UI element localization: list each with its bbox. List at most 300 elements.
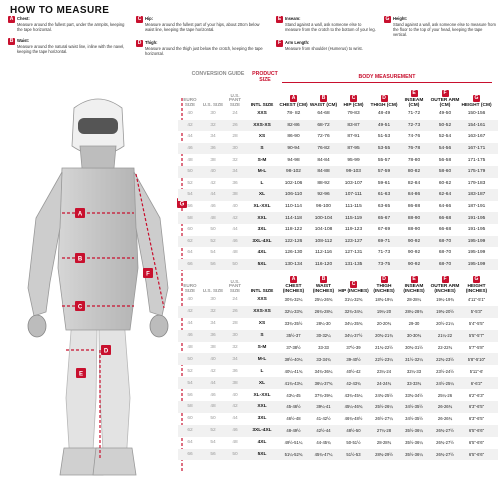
table-cell: 20¾-21¾ <box>375 333 393 339</box>
instruction-name: Arm Length: <box>285 40 310 46</box>
table-cell: 36¼-37¾ <box>314 380 333 386</box>
table-cell: 6'5"-6'6" <box>468 440 485 446</box>
table-cell: 44 <box>187 321 193 327</box>
table-cell: 52 <box>210 238 216 244</box>
table-cell: 90-92 <box>407 262 421 268</box>
column-label: INSEAM (CM) <box>404 97 424 108</box>
table-cell: 25¼-26¾ <box>314 297 333 303</box>
table-cell: XXS <box>257 111 267 117</box>
col-intl: INTL SIZE <box>250 288 274 294</box>
table-cell: 28 <box>232 134 238 140</box>
table-cell: 150-156 <box>467 111 486 117</box>
table-cell: 50 <box>187 356 193 362</box>
table-cell: 33-33¾ <box>406 380 422 386</box>
table-cell: L <box>260 180 264 186</box>
table-cell: 33-33 <box>318 345 329 350</box>
table-cell: 68-70 <box>438 262 452 268</box>
column-badge: E <box>412 89 416 96</box>
table-cell: XXS <box>257 297 267 303</box>
table-cell: 50-52 <box>438 122 452 128</box>
table-cell: 46½-48 <box>286 416 301 422</box>
table-cell: 6'2"-6'3" <box>468 392 485 398</box>
col-height-inches <box>461 276 492 294</box>
table-cell: 4XL <box>257 250 267 256</box>
column-badge: C <box>351 94 356 101</box>
table-cell: 78- 82 <box>286 111 301 117</box>
table-cell: 195-199 <box>467 238 486 244</box>
table-cell: 30 <box>210 111 216 117</box>
table-cell: XL <box>258 192 266 198</box>
table-row <box>178 401 498 413</box>
table-cell: 30-32¼ <box>316 333 331 339</box>
table-row <box>178 143 498 155</box>
measurement-instructions <box>6 14 498 70</box>
table-cell: 40 <box>210 356 216 362</box>
table-cell: M-L <box>257 356 267 362</box>
table-cell: 130-134 <box>284 262 303 268</box>
table-cell: 6'3"-6'5" <box>468 416 485 422</box>
table-cell: 5'8"-5'10" <box>467 356 486 362</box>
table-cell: 171-175 <box>467 157 486 163</box>
badge-g: G <box>385 16 390 22</box>
table-cell: 30 <box>232 333 238 339</box>
table-cell: 56 <box>187 204 193 210</box>
table-cell: 58 <box>187 404 193 410</box>
table-cell: 52 <box>210 428 216 434</box>
table-cell: 115-119 <box>345 215 362 221</box>
instruction-hip <box>136 16 266 33</box>
table-cell: 102-106 <box>284 180 303 186</box>
table-cell: 50-51½ <box>346 440 361 446</box>
page-title: HOW TO MEASURE <box>10 5 110 16</box>
table-cell: 66-68 <box>438 215 452 221</box>
column-label: CHEST (INCHES) <box>282 283 305 294</box>
table-cell: 46 <box>187 333 193 339</box>
table-cell: XL-XXL <box>253 392 271 398</box>
table-cell: 94-98 <box>287 157 300 163</box>
table-cell: 6'5"-6'6" <box>468 452 485 458</box>
table-cell: S <box>260 146 264 152</box>
col-euro: EURO SIZE <box>183 283 197 294</box>
table-cell: 44 <box>232 416 238 422</box>
instruction-text: Measure around the fullest part of your hips, about 20cm below waist line, keeping the tape horizontal. <box>145 22 260 32</box>
table-cell: 36 <box>210 146 216 152</box>
column-badge: F <box>443 89 447 96</box>
table-cell: 3XL-4XL <box>252 238 272 244</box>
table-cell: 87-91 <box>347 134 360 140</box>
instruction-name: Thigh: <box>145 40 158 46</box>
table-cell: 107-111 <box>345 192 362 198</box>
table-cell: 31½-32¼ <box>405 356 423 362</box>
table-row <box>178 108 498 120</box>
figure-label-f: F <box>146 271 150 278</box>
table-cell: 56 <box>210 452 216 458</box>
table-cell: 38 <box>210 157 216 163</box>
table-cell: 26½-27¼ <box>375 416 393 422</box>
col-hip-cm <box>338 95 369 108</box>
table-cell: 36 <box>232 368 238 374</box>
table-cell: 32 <box>232 157 238 163</box>
table-cell: 103-107 <box>344 180 363 186</box>
table-cell: 5'5"-5'7" <box>468 333 485 339</box>
table-cell: 98-102 <box>286 169 301 175</box>
table-cell: 63-65 <box>377 204 391 210</box>
table-cell: 28¾-29½ <box>375 452 393 458</box>
table-cell: 5XL <box>257 262 267 268</box>
table-cell: 71-72 <box>407 111 421 117</box>
table-cell: 5'7"-5'8" <box>468 345 485 350</box>
instruction-text: Stand against a wall, ask someone else to measure from the floor to the top of your head, keeping the tape vertical. <box>393 22 496 37</box>
table-row <box>178 247 498 259</box>
table-cell: 73-75 <box>377 262 391 268</box>
table-cell: 41¾-43¼ <box>284 380 303 386</box>
column-label: WAIST (INCHES) <box>312 283 335 294</box>
column-badge: B <box>321 275 326 282</box>
inch-size-table <box>178 272 498 460</box>
table-cell: 83-87 <box>347 122 360 128</box>
table-cell: 48-49½ <box>286 428 301 434</box>
table-row <box>178 224 498 236</box>
table-cell: 88-92 <box>317 180 330 186</box>
table-cell: 25¼-26 <box>437 392 453 398</box>
table-cell: 25½-26¼ <box>375 404 393 410</box>
table-cell: 100-104 <box>314 215 333 221</box>
table-row <box>178 236 498 248</box>
table-cell: 37½-39 <box>346 345 361 350</box>
table-cell: 66-68 <box>438 227 452 233</box>
column-badge: F <box>443 275 447 282</box>
table-cell: 34 <box>232 169 238 175</box>
table-cell: 95-99 <box>347 157 360 163</box>
table-row <box>178 154 498 166</box>
table-cell: 56-58 <box>438 157 452 163</box>
table-cell: 42½-44 <box>316 428 331 434</box>
column-badge: C <box>351 280 356 287</box>
table-cell: XXS-XS <box>253 309 271 315</box>
column-label: THIGH (CM) <box>370 102 398 108</box>
table-cell: 39¼-41 <box>316 404 331 410</box>
table-cell: 68-70 <box>438 250 452 256</box>
figure-label-e: E <box>78 371 84 378</box>
instruction-text: Measure around the thigh just below the crotch, keeping the tape horizontal. <box>145 46 263 56</box>
table-cell: 106-110 <box>284 192 303 198</box>
table-cell: 48 <box>232 440 238 446</box>
table-cell: 74-76 <box>407 134 421 140</box>
col-chest-cm <box>278 95 309 108</box>
table-cell: 48 <box>210 404 216 410</box>
table-cell: 58-60 <box>438 169 452 175</box>
table-cell: 20½-21¼ <box>436 321 454 327</box>
table-cell: 30¾-32¼ <box>284 297 303 303</box>
figure-label-a: A <box>77 211 83 218</box>
column-label: CHEST (CM) <box>279 102 308 108</box>
table-cell: 28¼-30 <box>316 321 331 327</box>
table-cell: 55-57 <box>377 157 391 163</box>
table-cell: 69-71 <box>377 238 391 244</box>
table-cell: 88-90 <box>407 227 421 233</box>
column-label: THIGH (INCHES) <box>373 283 395 294</box>
table-cell: 40 <box>210 169 216 175</box>
badge-f: F <box>277 40 282 46</box>
table-cell: 18¾-19¼ <box>375 297 393 303</box>
table-cell: 111-115 <box>345 204 362 210</box>
table-cell: 50 <box>210 416 216 422</box>
table-row <box>178 212 498 224</box>
table-cell: 49-50 <box>438 111 452 117</box>
table-cell: 32 <box>210 122 216 128</box>
table-cell: 27¼-28 <box>376 428 392 434</box>
table-cell: 108-112 <box>314 238 333 244</box>
table-cell: 6'3"-6'5" <box>468 404 485 410</box>
table-row <box>178 342 498 354</box>
col-hip-inches <box>338 281 369 294</box>
col-intl: INTL SIZE <box>250 102 274 108</box>
table-cell: 61-63 <box>377 192 391 198</box>
table-row <box>178 201 498 213</box>
cm-table-body <box>178 108 498 270</box>
column-badge: G <box>474 275 479 282</box>
col-euro: EURO SIZE <box>183 97 197 108</box>
table-cell: 72-76 <box>317 134 330 140</box>
table-row <box>178 449 498 461</box>
table-cell: 30 <box>232 146 238 152</box>
table-row <box>178 330 498 342</box>
table-cell: 28 <box>232 321 238 327</box>
table-cell: 96-100 <box>316 204 331 210</box>
figure-label-d: D <box>103 348 109 355</box>
table-cell: 67-69 <box>377 227 391 233</box>
table-cell: 46 <box>232 428 238 434</box>
table-cell: 32 <box>232 345 238 350</box>
table-cell: 66 <box>187 452 193 458</box>
table-cell: 52 <box>187 180 193 186</box>
cm-table-header <box>178 86 498 108</box>
table-cell: S-M <box>257 345 267 350</box>
col-outer-arm-cm <box>429 90 461 108</box>
instruction-arm-length <box>276 40 376 52</box>
table-row <box>178 425 498 437</box>
table-cell: M-L <box>257 169 267 175</box>
conversion-guide-header: CONVERSION GUIDE <box>191 71 245 77</box>
table-cell: 183-187 <box>467 192 486 198</box>
table-cell: 191-195 <box>467 227 486 233</box>
column-badge: E <box>412 275 416 282</box>
product-size-header: PRODUCT SIZE <box>252 71 278 83</box>
table-cell: 54 <box>187 380 193 386</box>
table-cell: 34¾-36¼ <box>314 368 333 374</box>
table-cell: 99-103 <box>346 169 361 175</box>
column-badge: D <box>382 275 386 282</box>
table-cell: 38 <box>210 345 216 350</box>
table-cell: 46 <box>210 392 216 398</box>
table-cell: 112-116 <box>315 250 332 256</box>
body-measurement-header: BODY MEASUREMENT <box>282 75 492 83</box>
table-cell: 19¼-19¾ <box>436 297 454 303</box>
table-cell: 26¾-27½ <box>436 428 454 434</box>
table-cell: 84-86 <box>407 192 421 198</box>
table-cell: 32¼-33¾ <box>284 309 303 315</box>
instruction-name: Hip: <box>145 16 153 22</box>
table-cell: 37¾-39¼ <box>314 392 333 398</box>
table-cell: 79-83 <box>347 111 360 117</box>
table-cell: 21¾-22½ <box>375 345 393 350</box>
table-cell: 42-43¾ <box>346 380 361 386</box>
badge-d: D <box>137 40 142 46</box>
table-cell: 29-30 <box>408 321 420 327</box>
table-cell: 38½-40¼ <box>284 356 303 362</box>
table-cell: 44-45¾ <box>316 440 331 446</box>
table-cell: 40¼-41¾ <box>284 368 303 374</box>
table-cell: 22¾-23½ <box>436 356 454 362</box>
table-cell: 51½-53 <box>346 452 361 458</box>
table-cell: 60 <box>187 227 193 233</box>
table-cell: 163-167 <box>467 134 486 140</box>
table-cell: 20-20¾ <box>376 321 392 327</box>
table-cell: 123-127 <box>344 238 363 244</box>
table-cell: 28-28¼ <box>406 297 422 303</box>
table-row <box>178 365 498 377</box>
badge-c: C <box>137 16 142 22</box>
table-cell: 48 <box>210 215 216 221</box>
table-cell: 57-59 <box>377 169 391 175</box>
instruction-chest <box>8 16 128 33</box>
table-cell: 48 <box>187 157 193 163</box>
table-cell: 24 <box>232 297 238 303</box>
table-cell: 45¾-47¼ <box>314 452 333 458</box>
instruction-name: Inseam: <box>285 16 301 22</box>
table-cell: 45¼-46¾ <box>344 404 363 410</box>
table-cell: XS <box>258 134 266 140</box>
table-cell: 31¼-32¾ <box>344 297 363 303</box>
table-cell: 175-179 <box>467 169 486 175</box>
table-cell: 34 <box>232 356 238 362</box>
table-row <box>178 306 498 318</box>
instruction-text: Stand against a wall, ask someone else to measure from the crotch to the bottom of your leg. <box>285 22 376 32</box>
table-cell: 48-49 <box>377 111 391 117</box>
table-cell: 104-108 <box>314 227 333 233</box>
table-row <box>178 389 498 401</box>
table-cell: 34¼-35¾ <box>344 321 363 327</box>
table-cell: 59-61 <box>377 180 391 186</box>
column-label: HEIGHT (CM) <box>461 102 492 108</box>
table-cell: 84-84 <box>317 157 330 163</box>
table-cell: 92-96 <box>317 192 330 198</box>
table-cell: 86-88 <box>407 204 421 210</box>
table-cell: 131-135 <box>344 262 363 268</box>
table-cell: XXL <box>257 404 267 410</box>
instruction-name: Chest: <box>17 16 30 22</box>
table-cell: 66 <box>187 262 193 268</box>
table-cell: 50 <box>210 227 216 233</box>
table-cell: 68-70 <box>438 238 452 244</box>
table-cell: 64-66 <box>438 204 452 210</box>
table-cell: 41-42½ <box>316 416 331 422</box>
table-cell: 26¾-28¼ <box>314 309 333 315</box>
table-cell: 54 <box>187 192 193 198</box>
table-cell: 71-73 <box>377 250 391 256</box>
col-us: U.S. SIZE <box>202 102 224 108</box>
table-cell: 19¾-20½ <box>436 309 454 315</box>
instruction-text: Measure around the natural waist line, inline with the navel, keeping the tape horizontal. <box>17 44 125 54</box>
figure-label-c: C <box>77 304 83 311</box>
table-cell: 34 <box>210 134 216 140</box>
column-label: OUTER ARM (CM) <box>430 97 460 108</box>
table-cell: 42 <box>232 404 238 410</box>
column-label: HIP (CM) <box>343 102 364 108</box>
table-cell: 54 <box>210 440 216 446</box>
table-cell: 35½-36¼ <box>405 428 423 434</box>
table-cell: 36 <box>210 333 216 339</box>
rider-gear-illustration <box>4 68 192 485</box>
table-cell: 42 <box>210 180 216 186</box>
table-cell: 38 <box>232 380 238 386</box>
table-cell: 34½-35½ <box>405 404 423 410</box>
table-cell: 56 <box>210 262 216 268</box>
table-cell: XS <box>258 321 266 327</box>
table-cell: 22-22¾ <box>437 345 453 350</box>
table-cell: 23½-24½ <box>436 368 454 374</box>
table-cell: 35½-36¼ <box>405 452 423 458</box>
col-chest-inches <box>278 276 309 294</box>
table-cell: 46 <box>187 146 193 152</box>
table-cell: 26 <box>232 122 238 128</box>
table-cell: 51¼-52¾ <box>284 452 303 458</box>
table-cell: 37-38½ <box>286 345 301 350</box>
column-badge: A <box>291 275 296 282</box>
table-cell: 126-130 <box>284 250 303 256</box>
column-badge: A <box>291 94 296 101</box>
column-label: HIP (INCHES) <box>338 288 369 294</box>
table-cell: 34½-35½ <box>405 416 423 422</box>
table-row <box>178 178 498 190</box>
table-cell: 48 <box>232 250 238 256</box>
table-row <box>178 131 498 143</box>
table-cell: 26 <box>232 309 238 315</box>
table-cell: 4'11"-5'1" <box>467 297 486 303</box>
table-cell: 50 <box>232 262 238 268</box>
table-cell: 21¼-22 <box>437 333 453 339</box>
table-cell: 35½-37 <box>286 333 301 339</box>
table-cell: 187-191 <box>467 204 486 210</box>
table-cell: 122-126 <box>284 238 303 244</box>
table-cell: 195-199 <box>467 250 486 256</box>
table-cell: 195-199 <box>467 262 486 268</box>
instruction-text: Measure around the fullest part, under the armpits, keeping the tape horizontal. <box>17 22 125 32</box>
table-cell: 30¾-31½ <box>405 345 423 350</box>
table-row <box>178 120 498 132</box>
table-row <box>178 189 498 201</box>
table-cell: 64 <box>187 440 193 446</box>
table-cell: 116-120 <box>314 262 333 268</box>
table-cell: 64-68 <box>317 111 330 117</box>
table-cell: 154-161 <box>467 122 486 128</box>
table-cell: 35½-36¼ <box>405 440 423 446</box>
table-cell: 58 <box>187 215 193 221</box>
table-cell: 64 <box>187 250 193 256</box>
col-thigh-inches <box>369 276 399 294</box>
table-cell: 179-183 <box>467 180 486 186</box>
table-row <box>178 413 498 425</box>
table-cell: XXL <box>257 215 267 221</box>
table-cell: 32 <box>210 309 216 315</box>
figure-label-g: G <box>179 201 185 208</box>
column-badge: D <box>382 94 386 101</box>
table-cell: 40 <box>232 204 238 210</box>
table-cell: 80-82 <box>407 169 421 175</box>
column-badge: G <box>474 94 479 101</box>
table-cell: 4XL <box>257 440 267 446</box>
badge-e: E <box>277 16 282 22</box>
